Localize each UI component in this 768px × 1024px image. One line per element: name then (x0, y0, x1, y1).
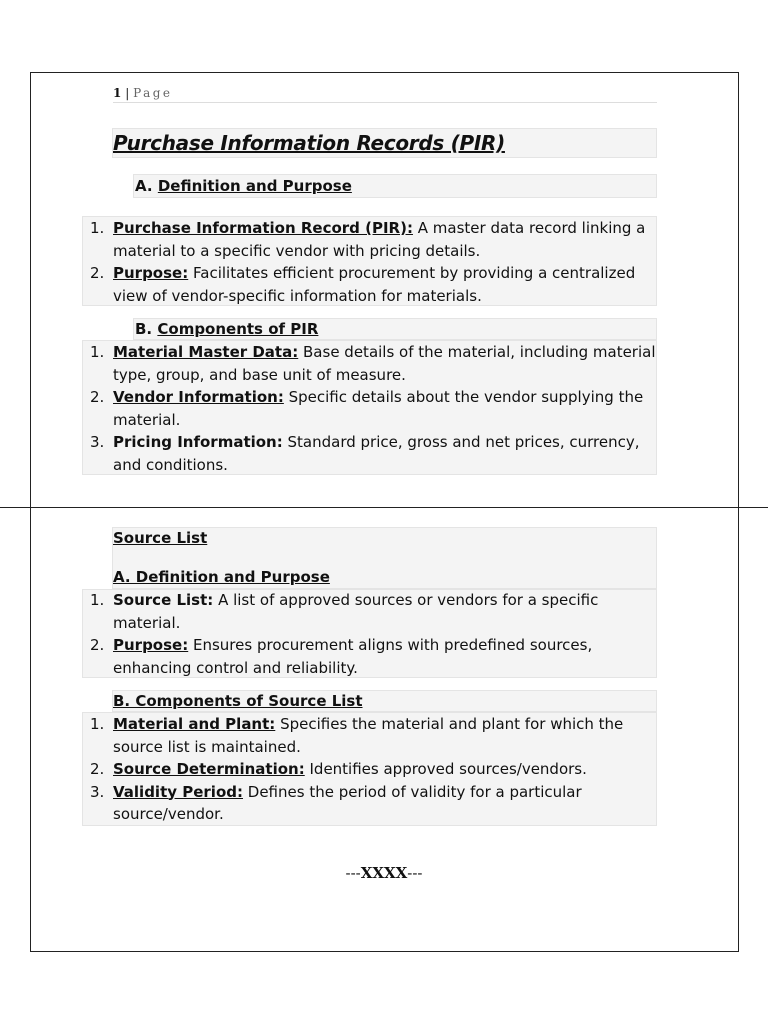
description: Facilitates efficient procurement by providing a centralized view of vendor-specific information for materials. (113, 264, 636, 305)
list-number: 3. (90, 782, 105, 801)
source-list-section-a-list (84, 589, 656, 679)
end-mark-text: XXXX (360, 864, 408, 882)
end-mark-dashes-right: --- (407, 864, 423, 882)
description: A list of approved sources or vendors for a specific material. (113, 591, 599, 632)
list-number: 2. (90, 388, 105, 406)
description: Base details of the material, including material type, group, and base unit of measure. (113, 343, 656, 384)
end-mark-dashes-left: --- (345, 864, 361, 882)
section-heading-text: B. Components of Source List (113, 692, 363, 710)
list-item (84, 431, 656, 476)
term: Material and Plant: (113, 715, 276, 733)
term: Pricing Information: (113, 433, 283, 451)
list-item (84, 262, 656, 307)
term: Material Master Data: (113, 343, 299, 361)
description: Ensures procurement aligns with predefined sources, enhancing control and reliability. (113, 636, 593, 677)
page-word: Page (133, 86, 173, 100)
source-list-section-a-heading (113, 566, 330, 588)
list-number: 2. (90, 760, 105, 778)
page-header (113, 86, 657, 103)
pir-section-a-list (84, 217, 656, 307)
page-separator: | (125, 86, 130, 100)
description: A master data record linking a material to a specific vendor with pricing details. (113, 219, 646, 260)
pir-section-b-heading (135, 318, 318, 340)
description: Defines the period of validity for a particular source/vendor. (113, 782, 582, 823)
description: Specific details about the vendor supplying the material. (113, 388, 644, 429)
list-item (84, 589, 656, 634)
section-heading-text: Definition and Purpose (157, 177, 352, 195)
source-list-section-b-heading (113, 690, 363, 712)
description: Standard price, gross and net prices, currency, and conditions. (113, 433, 640, 474)
pir-section-a-heading (135, 175, 352, 197)
list-item (84, 217, 656, 262)
list-item (84, 341, 656, 386)
list-number: 1. (90, 715, 105, 733)
section-heading-text: Components of PIR (157, 320, 319, 338)
term: Purchase Information Record (PIR): (113, 219, 413, 237)
source-list-title-text: Source List (113, 529, 208, 547)
list-number: 1. (90, 343, 105, 361)
list-number: 2. (90, 264, 105, 282)
term: Validity Period: (113, 782, 243, 801)
term: Source Determination: (113, 760, 305, 778)
term: Vendor Information: (113, 388, 284, 406)
term: Purpose: (113, 636, 189, 654)
list-number: 1. (90, 591, 105, 609)
page-number: 1 (113, 86, 122, 100)
pir-section-b-list (84, 341, 656, 476)
list-item (84, 386, 656, 431)
page-break-line (0, 507, 768, 508)
term: Purpose: (113, 264, 189, 282)
source-list-title (113, 527, 207, 549)
pir-title: Purchase Information Records (PIR) (113, 131, 505, 155)
section-letter: B. (135, 320, 153, 338)
list-number: 3. (90, 433, 105, 451)
list-item (84, 758, 656, 781)
list-number: 2. (90, 636, 105, 654)
source-list-section-b-list (84, 713, 656, 826)
description: Specifies the material and plant for which the source list is maintained. (113, 715, 624, 756)
list-item (84, 634, 656, 679)
section-heading-text: A. Definition and Purpose (113, 568, 330, 586)
list-item (84, 781, 656, 826)
list-number: 1. (90, 219, 105, 237)
section-letter: A. (135, 177, 153, 195)
list-item (84, 713, 656, 758)
term: Source List: (113, 591, 214, 609)
description: Identifies approved sources/vendors. (309, 760, 587, 778)
end-mark (0, 862, 768, 884)
